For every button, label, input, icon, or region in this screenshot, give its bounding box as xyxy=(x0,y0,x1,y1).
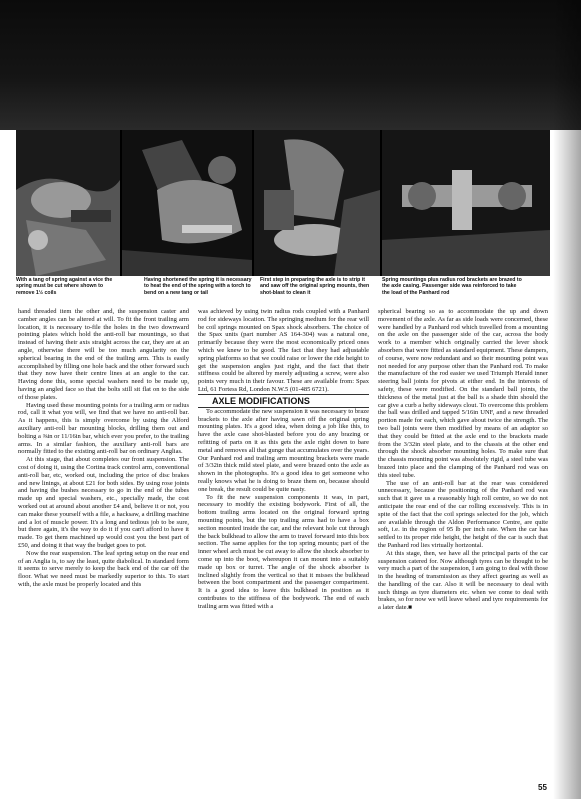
photo-spring-vice xyxy=(16,130,122,276)
paragraph: spherical bearing so as to accommodate the up and down movement of the axle. As far as side loads were concerned, these were handled by a Panhard rod which travelled from a mounting on the axle on the passenger side of the car, across the body work to a member which originally carried the lever shock absorbers that were fitted as standard equipment. These dampers, of course, were now redundant and so their mounting point was not needed for any purpose other than the Panhard rod. To make the manufacture of the rod easier we used Triumph Herald inner steering ball joints for pivots at either end. In the interests of safety, these were modified. On the standard ball joints, the thickness of the metal just at the ball is a shade thin should the car give a curb a hefty sideways clout. To overcome this problem the ball was drilled and tapped 5/16in UNF, and a new threaded portion made for each, which gave about twice the strength. The two ball joints were then modified by means of an adaptor so that they could be fitted at the axle end to the brackets made from the 3/32in steel plate, and to the chassis at the other end through the shock absorber mounting holes. To make sure that the chassis mounting point was absolutely rigid, a steel tube was brazed into place and the clamping of the Panhard rod was on this steel tube. xyxy=(378,308,548,479)
photo-captions xyxy=(16,277,550,303)
photo-axle-strip xyxy=(254,130,382,276)
article-column-1 xyxy=(18,308,189,589)
photo-heating-spring xyxy=(122,130,254,276)
paragraph: Now the rear suspension. The leaf spring setup on the rear end of an Anglia is, to say the least, quite diabolical. In standard form it seems to serve merely to keep the back end of the car off the floor. What we need must be markedly superior to this. To start with, the axle must be properly located and this xyxy=(18,549,189,588)
page-shadow xyxy=(553,0,581,799)
paragraph: At this stage, then, we have all the principal parts of the car suspension catered for. Now although tyres can be thought to be very much a part of the suspension, I am going to deal with those in the heading of transmission as they affect gearing as well as the handling of the car. Also it will be necessary to deal with such things as tyre diameters etc. when we come to deal with brakes, so for now we will leave wheel and tyre requirements for a later date.■ xyxy=(378,549,548,612)
photo-spring-mountings xyxy=(382,130,550,276)
paragraph: The use of an anti-roll bar at the rear was considered unnecessary, because the positioning of the Panhard rod was such that it gave us a reasonably high roll centre, so we do not anticipate the rear end of the car rolling excessively. This is in spite of the fact that the coil springs selected for the job, which are available through the Aldon Performance Centre, are quite soft, i.e. in the region of 95 lb per inch rate. When the car has settled to its proper ride height, the height of the car is such that the Panhard rod lies virtually horizontal. xyxy=(378,479,548,549)
paragraph: was achieved by using twin radius rods coupled with a Panhard rod for sideways location. The springing medium for the rear will be coil springs mounted on Spax shock absorbers. The choice of the Spax units (part number AS 164-304) was a natural one, primarily because they were the most economically priced ones which we knew to be good. The fact that they had adjustable spring platforms so that we could raise or lower the ride height to get the suspension angles just right, and the fact that their stiffness could be altered by merely adjusting a screw, were also points very much in their favour. These are available from: Spax Ltd, 61 Fortess Rd, London N.W.5 (01-485 6721). xyxy=(198,308,369,393)
photo-caption: With a tang of spring against a vice the spring must be cut where shown to remove 1½ coils xyxy=(16,277,113,296)
photo-strip xyxy=(16,130,550,276)
article-column-3 xyxy=(378,308,548,612)
paragraph: At this stage, that about completes our front suspension. The cost of doing it, using the Cortina track control arm, conventional anti-roll bar, etc, worked out, including the price of disc brakes and new linings, at about £21 for both sides. By using rose joints and having the bushes necessary to go in the end of the tubes made up and special washers, etc., specially made, the cost worked out at around about another £4 and, believe it or not, you can make these yourself with a file, a hacksaw, a drilling machine and a lot of muscle power. It's a long and tedious job to be sure, but there again, it's the way to do it if you can't afford to have it made. To get them machined up would cost you the best part of £50, and doing it that way the budget goes to pot. xyxy=(18,456,189,549)
page-number: 55 xyxy=(538,783,547,792)
photo-caption: First step in preparing the axle is to strip it and saw off the original spring mounts, then shot-blast to clean it xyxy=(260,277,370,296)
section-heading: AXLE MODIFICATIONS xyxy=(198,394,369,408)
article-column-2 xyxy=(198,308,369,610)
photo-caption: Having shortened the spring it is necessary to heat the end of the spring with a torch to bend on a new tang or tail xyxy=(144,277,252,296)
scanner-dark-margin xyxy=(0,0,581,130)
photo-caption: Spring mountings plus radius rod brackets are brazed to the axle casing. Passenger side was reinforced to take the load of the Panhard rod xyxy=(382,277,522,296)
paragraph: To fit the new suspension components it was, in part, necessary to modify the existing bodywork. First of all, the bottom trailing arms located on the original forward spring mounting points, but the top trailing arms had to have a box section mounted inside the car, and the relevant hole cut through the back bulkhead to allow the arm to travel forward into this box section. The same applies for the top spring mounts; part of the inner wheel arch must be cut away to allow the shock absorber to come up into the boot, whereupon it can mount into a suitably made up box or turret. The angle of the shock absorber is inclined slightly from the vertical so that it misses the bulkhead between the boot compartment and the passenger compartment. It is a good idea to leave this bulkhead in position as it contributes to the stiffness of the bodywork. The end of each trailing arm was fitted with a xyxy=(198,493,369,610)
paragraph: hand threaded item the other and, the suspension caster and camber angles can be altered at will. To fit the front trailing arm location, it is necessary to-file the holes in the two downward pointing plates which hold the anti-roll bar mountings, so that instead of having their axis straight across the car, they are at an angle, otherwise there will be too much angularity on the spherical bearing in the end of the trailing arm. This is easily accomplished by filling one hole back and the other forward such that they now have their centre lines at an angle to the car. Having done this, some special washers need to be made up, having an angled face so that the bolts still sit flat on to the side of those plates. xyxy=(18,308,189,401)
paragraph: To accommodate the new suspension it was necessary to braze brackets to the axle after having sawn off the original spring mounting plates. It's a good idea, when doing a job like this, to have the axle case shot-blasted before you do any brazing or refitting of parts on it as this gets the axle right down to bare metal and removes all that gunge that accumulates over the years. Our Panhard rod and trailing arm mounting brackets were made of 3/32in thick mild steel plate, and were brazed onto the axle as shown in the photographs. It's a good idea to get someone who really knows what he is doing to braze them on, because should one break, the result could be quite nasty. xyxy=(198,407,369,493)
paragraph: Having used these mounting points for a trailing arm or radius rod, call it what you will, we find that we have no anti-roll bar. As it happens, this is simply overcome by using the Alford auxiliary anti-roll bar mounting blocks, drilling them out and bolting a ⅜in or 11/16in bar, which ever you prefer, to the trailing arms. In a similar fashion, the auxiliary anti-roll bars are normally fitted to the existing anti-roll bar on ordinary Anglias. xyxy=(18,401,189,456)
